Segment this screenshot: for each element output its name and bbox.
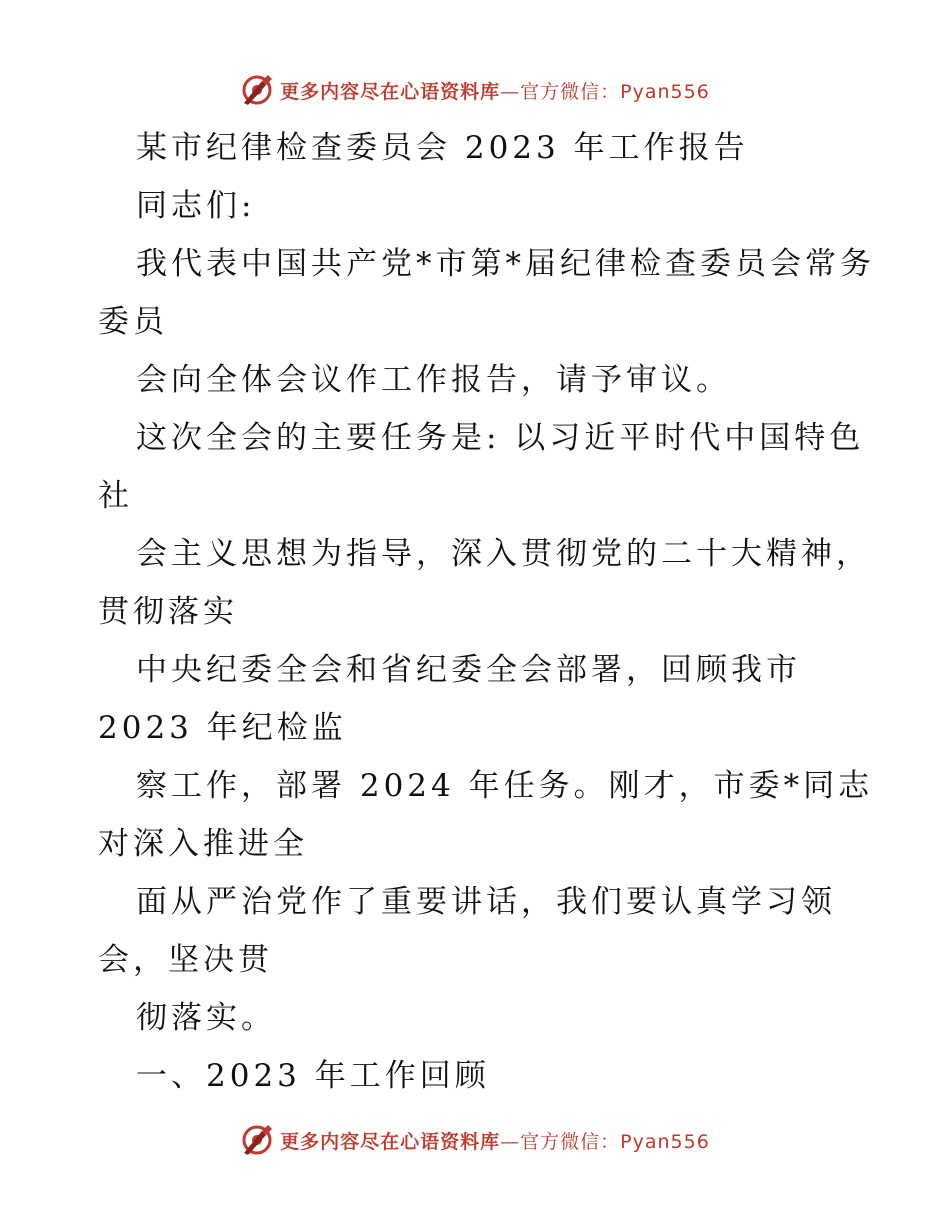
paragraph-line: 这次全会的主要任务是: 以习近平时代中国特色	[136, 420, 865, 456]
footer-watermark	[0, 1120, 950, 1160]
paragraph-line: 会，坚决贯	[98, 942, 273, 978]
salutation: 同志们:	[136, 188, 256, 224]
paragraph-line: 中央纪委全会和省纪委全会部署，回顾我市	[136, 652, 801, 688]
paragraph-line: 我代表中国共产党*市第*届纪律检查委员会常务	[136, 246, 875, 282]
paragraph-line: 察工作，部署 2024 年任务。刚才，市委*同志	[136, 768, 874, 804]
paragraph-line: 2023 年纪检监	[98, 710, 347, 746]
watermark-dash: —	[500, 80, 521, 103]
header-watermark	[0, 70, 950, 110]
paragraph-line: 彻落实。	[136, 1000, 276, 1036]
section-heading: 一、2023 年工作回顾	[136, 1058, 490, 1094]
paragraph-line: 会主义思想为指导，深入贯彻党的二十大精神，	[136, 536, 871, 572]
watermark-text	[280, 77, 710, 104]
watermark-contact: 官方微信：Pyan556	[520, 80, 710, 103]
paragraph-line: 面从严治党作了重要讲话，我们要认真学习领	[136, 884, 836, 920]
paragraph-line: 对深入推进全	[98, 826, 308, 862]
pen-logo-icon	[240, 1123, 274, 1157]
watermark-text	[280, 1127, 710, 1154]
pen-logo-icon	[240, 73, 274, 107]
paragraph-line: 委员	[98, 304, 168, 340]
paragraph-line: 贯彻落实	[98, 594, 238, 630]
watermark-main: 更多内容尽在心语资料库	[280, 1130, 501, 1153]
paragraph-line: 社	[98, 478, 133, 514]
watermark-main: 更多内容尽在心语资料库	[280, 80, 501, 103]
watermark-dash: —	[500, 1130, 521, 1153]
document-title: 某市纪律检查委员会 2023 年工作报告	[136, 130, 749, 166]
paragraph-line: 会向全体会议作工作报告，请予审议。	[136, 362, 731, 398]
watermark-contact: 官方微信：Pyan556	[520, 1130, 710, 1153]
